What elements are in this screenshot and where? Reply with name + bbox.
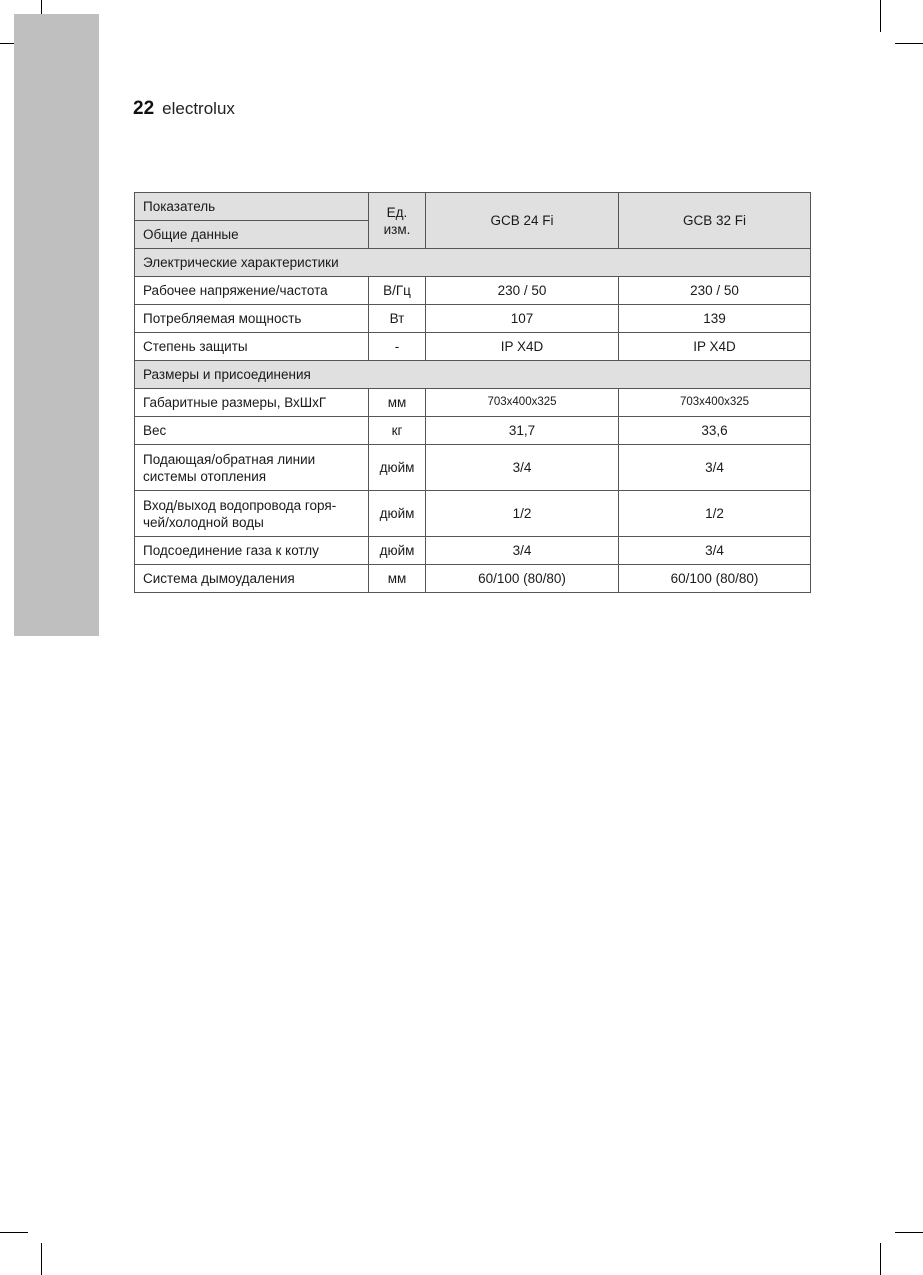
unit-cell: В/Гц [369,277,426,305]
header-param: Показатель [135,193,369,221]
value-cell: 1/2 [426,491,619,537]
table-row [135,305,811,333]
brand-name: electrolux [162,99,235,118]
value-cell: 703x400x325 [426,389,619,417]
table-row [135,491,811,537]
value-cell: 3/4 [619,537,811,565]
value-cell: IP X4D [619,333,811,361]
unit-cell: Вт [369,305,426,333]
param-line: Вход/выход водопровода горя- [143,497,337,513]
unit-cell: кг [369,417,426,445]
side-tab-bar [14,14,99,636]
param-line: Подающая/обратная линии [143,451,316,467]
crop-mark [0,1232,28,1233]
param-cell [135,491,369,537]
crop-mark [880,0,881,32]
table-row [135,417,811,445]
param-line: чей/холодной воды [143,514,264,530]
section-row [135,249,811,277]
param-cell: Потребляемая мощность [135,305,369,333]
param-cell: Рабочее напряжение/частота [135,277,369,305]
value-cell: 139 [619,305,811,333]
param-cell: Вес [135,417,369,445]
value-cell: 3/4 [426,445,619,491]
header-unit-line2: изм. [383,221,411,237]
value-cell: 230 / 50 [426,277,619,305]
crop-mark [895,1232,923,1233]
value-cell: 3/4 [426,537,619,565]
header-general: Общие данные [135,221,369,249]
unit-cell: мм [369,565,426,593]
param-line: системы отопления [143,468,267,484]
value-cell: 31,7 [426,417,619,445]
section-row [135,361,811,389]
section-electrical: Электрические характеристики [135,249,811,277]
value-cell: 3/4 [619,445,811,491]
value-cell: 60/100 (80/80) [426,565,619,593]
unit-cell: мм [369,389,426,417]
param-cell: Подсоединение газа к котлу [135,537,369,565]
table-row [135,389,811,417]
crop-mark [880,1243,881,1275]
table-header-row [135,193,811,221]
table-row [135,277,811,305]
spec-table [134,192,811,593]
param-cell: Габаритные размеры, ВхШхГ [135,389,369,417]
param-cell [135,445,369,491]
unit-cell: - [369,333,426,361]
table-row [135,537,811,565]
value-cell: 703x400x325 [619,389,811,417]
unit-cell: дюйм [369,537,426,565]
value-cell: 107 [426,305,619,333]
table-row [135,565,811,593]
value-cell: IP X4D [426,333,619,361]
crop-mark [895,43,923,44]
page-number: 22 [133,98,155,119]
table-row [135,333,811,361]
section-dimensions: Размеры и присоединения [135,361,811,389]
value-cell: 33,6 [619,417,811,445]
param-cell: Система дымоудаления [135,565,369,593]
value-cell: 60/100 (80/80) [619,565,811,593]
value-cell: 230 / 50 [619,277,811,305]
header-model1: GCB 24 Fi [426,193,619,249]
crop-mark [41,1243,42,1275]
header-unit [369,193,426,249]
header-model2: GCB 32 Fi [619,193,811,249]
unit-cell: дюйм [369,491,426,537]
param-cell: Степень защиты [135,333,369,361]
table-row [135,445,811,491]
value-cell: 1/2 [619,491,811,537]
header-unit-line1: Ед. [386,204,408,220]
page-header [133,98,235,120]
unit-cell: дюйм [369,445,426,491]
